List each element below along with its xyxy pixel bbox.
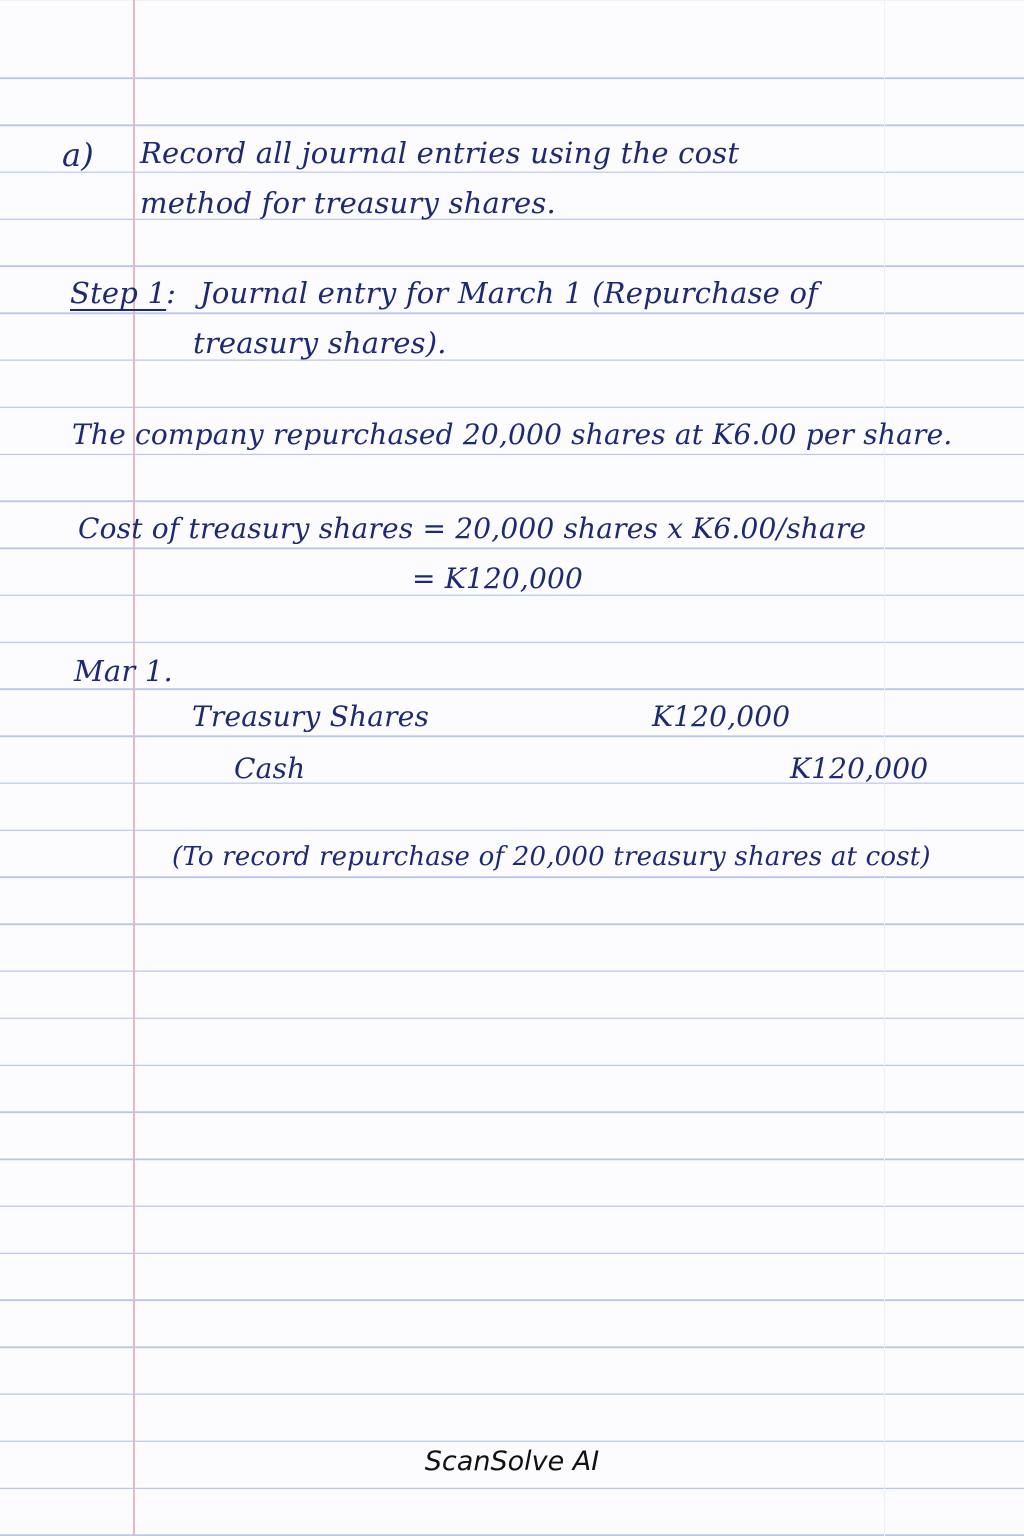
step1-title-line-2: treasury shares). <box>193 326 447 360</box>
step1-heading <box>70 276 176 310</box>
journal-date: Mar 1. <box>74 654 173 688</box>
question-line-1: Record all journal entries using the cost <box>140 136 740 170</box>
margin-line <box>133 0 135 1536</box>
footer-brand: ScanSolve AI <box>424 1446 600 1477</box>
calculation-line-1: Cost of treasury shares = 20,000 shares x K6.00/share <box>78 512 867 545</box>
problem-statement: The company repurchased 20,000 shares at K6.00 per share. <box>72 418 953 451</box>
journal-narration: (To record repurchase of 20,000 treasury shares at cost) <box>172 842 931 872</box>
step1-label: Step 1 <box>70 276 167 310</box>
debit-amount: K120,000 <box>652 700 791 733</box>
step1-title-line-1: Journal entry for March 1 (Repurchase of <box>200 276 819 310</box>
question-line-2: method for treasury shares. <box>140 186 556 220</box>
credit-amount: K120,000 <box>790 752 929 785</box>
credit-account: Cash <box>234 752 306 785</box>
question-marker: a) <box>62 136 94 174</box>
debit-account: Treasury Shares <box>192 700 430 733</box>
calculation-line-2: = K120,000 <box>412 562 584 595</box>
step1-colon: : <box>166 276 177 310</box>
